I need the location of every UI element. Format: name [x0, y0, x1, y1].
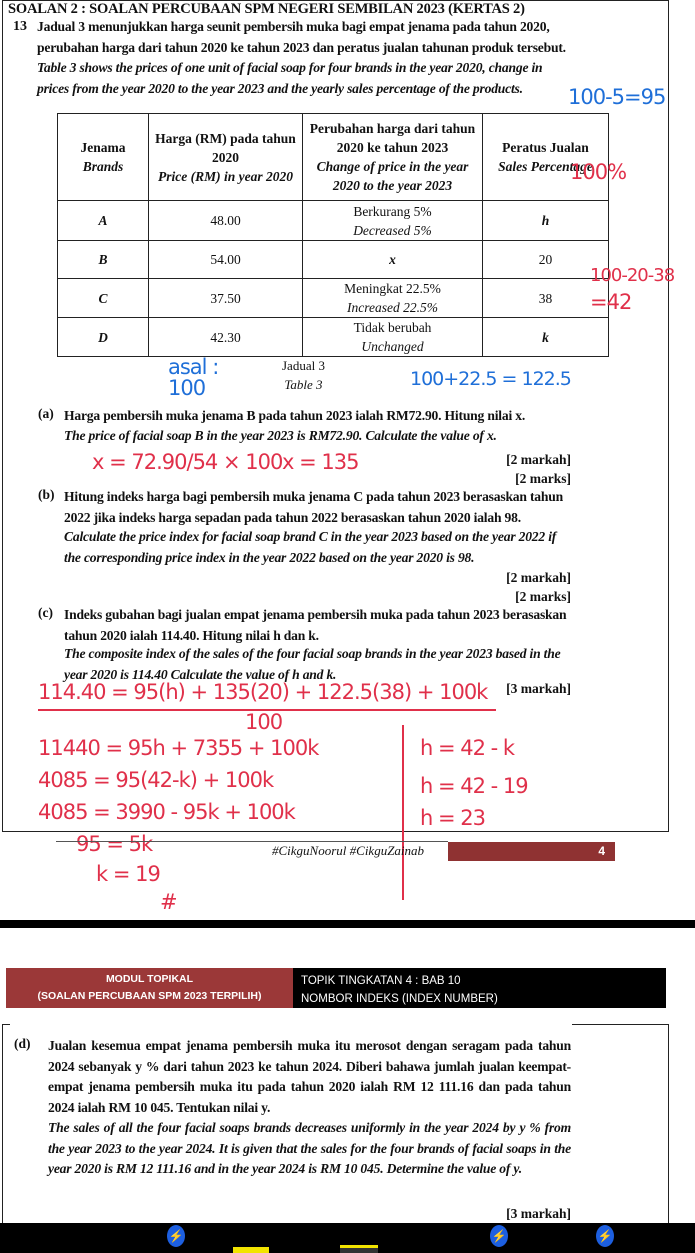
header-sales: Peratus Jualan Sales Percentage: [483, 114, 609, 201]
page-title: SOALAN 2 : SOALAN PERCUBAAN SPM NEGERI SEMBILAN 2023 (KERTAS 2): [8, 1, 525, 17]
part-b-ms: Hitung indeks harga bagi pembersih muka jenama C pada tahun 2023 berasaskan tahun 2022 jika indeks harga sepadan pada tahun 2022 berasaskan tahun 2020 ialah 98.: [64, 489, 563, 525]
intro-en: Table 3 shows the prices of one unit of facial soap for four brands in the year 2020, change in prices from the year 2020 to the year 2023 and the yearly sales percentage of the products.: [37, 60, 543, 96]
handwriting-note: 100%: [570, 160, 627, 184]
question-number: 13: [13, 19, 27, 34]
handwriting-note: 100-5=95: [568, 85, 666, 109]
handwriting-answer: x = 135: [282, 450, 359, 474]
app-icon[interactable]: [233, 1247, 269, 1253]
part-b-en: Calculate the price index for facial soap brand C in the year 2023 based on the year 2022 if the corresponding price index in the year 2022 based on the year 2020 is 98.: [64, 529, 557, 565]
lightning-icon[interactable]: ⚡: [596, 1225, 614, 1247]
part-a-en: The price of facial soap B in the year 2023 is RM72.90. Calculate the value of x.: [64, 428, 497, 443]
part-b-marks-ms: [2 markah]: [506, 570, 571, 585]
handwriting-working: h = 42 - k: [420, 736, 515, 760]
header-price: Harga (RM) pada tahun 2020 Price (RM) in year 2020: [149, 114, 303, 201]
handwriting-working: 114.40 = 95(h) + 135(20) + 122.5(38) + 100k: [38, 680, 488, 704]
handwriting-working: 4085 = 3990 - 95k + 100k: [38, 800, 295, 824]
handwriting-working: 100: [245, 710, 283, 734]
handwriting-working: 11440 = 95h + 7355 + 100k: [38, 736, 319, 760]
part-d-marks-ms: [3 markah]: [506, 1206, 571, 1221]
handwriting-note: 100-20-38: [590, 265, 675, 286]
part-a-ms: Harga pembersih muka jenama B pada tahun 2023 ialah RM72.90. Hitung nilai x.: [64, 408, 526, 423]
topic-banner: TOPIK TINGKATAN 4 : BAB 10 NOMBOR INDEKS (INDEX NUMBER): [293, 968, 666, 1008]
handwriting-answer: x = 72.90/54 × 100: [92, 450, 283, 474]
handwriting-note: asal :: [168, 355, 219, 379]
handwriting-working: #: [160, 890, 177, 914]
header-change: Perubahan harga dari tahun 2020 ke tahun 2023 Change of price in the year 2020 to the year 2023: [303, 114, 483, 201]
part-d-ms: Jualan kesemua empat jenama pembersih muka itu merosot dengan seragam pada tahun 2024 sebanyak y % dari tahun 2023 ke tahun 2024. Diberi bahawa jumlah jualan keempat-empat jenama pembersih muka itu pada tahun 2020 ialah RM 12 111.16 dan pada tahun 2024 ialah RM 10 045. Tentukan nilai y.: [48, 1038, 571, 1115]
page-separator: [0, 920, 695, 928]
table-caption: Jadual 3 Table 3: [282, 358, 325, 392]
table-row: B 54.00 x 20: [58, 241, 609, 279]
footer-rule: [56, 841, 448, 842]
intro-ms: Jadual 3 menunjukkan harga seunit pembersih muka bagi empat jenama pada tahun 2020, perubahan harga dari tahun 2020 ke tahun 2023 dan peratus jualan tahunan produk tersebut.: [37, 19, 566, 55]
table-row: C 37.50 Meningkat 22.5% Increased 22.5% 38: [58, 279, 609, 318]
part-c-label: (c): [38, 605, 53, 620]
handwriting-working: h = 42 - 19: [420, 774, 528, 798]
table-row: D 42.30 Tidak berubah Unchanged k: [58, 318, 609, 357]
part-d-label: (d): [14, 1036, 31, 1051]
part-b-marks-en: [2 marks]: [515, 589, 571, 604]
page-number: 4: [448, 842, 615, 861]
part-c-en: The composite index of the sales of the four facial soap brands in the year 2023 based in the year 2020 is 114.40 Calculate the value of h and k.: [64, 646, 561, 682]
part-c-ms: Indeks gubahan bagi jualan empat jenama pembersih muka pada tahun 2023 berasaskan tahun 2020 ialah 114.40. Hitung nilai h dan k.: [64, 607, 567, 643]
handwriting-working: k = 19: [96, 862, 160, 886]
page-border: [2, 1024, 10, 1025]
part-d-en: The sales of all the four facial soaps brands decreases uniformly in the year 2024 by y % from the year 2023 to the year 2024. It is given that the sales for the four brands of facial soaps in the year 2020 is RM 12 111.16 and in the year 2024 is RM 10 045. Determine the value of y.: [48, 1120, 571, 1176]
footer-hashtags: #CikguNoorul #CikguZainab: [272, 843, 425, 858]
handwriting-note: 100+22.5 = 122.5: [410, 368, 571, 390]
handwriting-note: =42: [590, 290, 632, 314]
page-border: [572, 1024, 669, 1025]
divider-line: [402, 725, 404, 900]
part-a-marks-en: [2 marks]: [515, 471, 571, 486]
lightning-icon[interactable]: ⚡: [490, 1225, 508, 1247]
part-a-label: (a): [38, 406, 54, 421]
header-brand: Jenama Brands: [58, 114, 149, 201]
part-a-marks-ms: [2 markah]: [506, 452, 571, 467]
handwriting-note: 100: [168, 376, 206, 400]
table-3: [57, 113, 609, 357]
handwriting-working: 95 = 5k: [76, 832, 153, 856]
taskbar: [0, 1223, 695, 1253]
part-b-label: (b): [38, 487, 55, 502]
lightning-icon[interactable]: ⚡: [167, 1225, 185, 1247]
handwriting-working: 4085 = 95(42-k) + 100k: [38, 768, 274, 792]
module-banner: MODUL TOPIKAL (SOALAN PERCUBAAN SPM 2023 TERPILIH): [6, 968, 293, 1008]
handwriting-working: h = 23: [420, 806, 485, 830]
part-c-marks-ms: [3 markah]: [506, 681, 571, 696]
app-icon[interactable]: [340, 1245, 378, 1253]
table-row: A 48.00 Berkurang 5% Decreased 5% h: [58, 201, 609, 241]
